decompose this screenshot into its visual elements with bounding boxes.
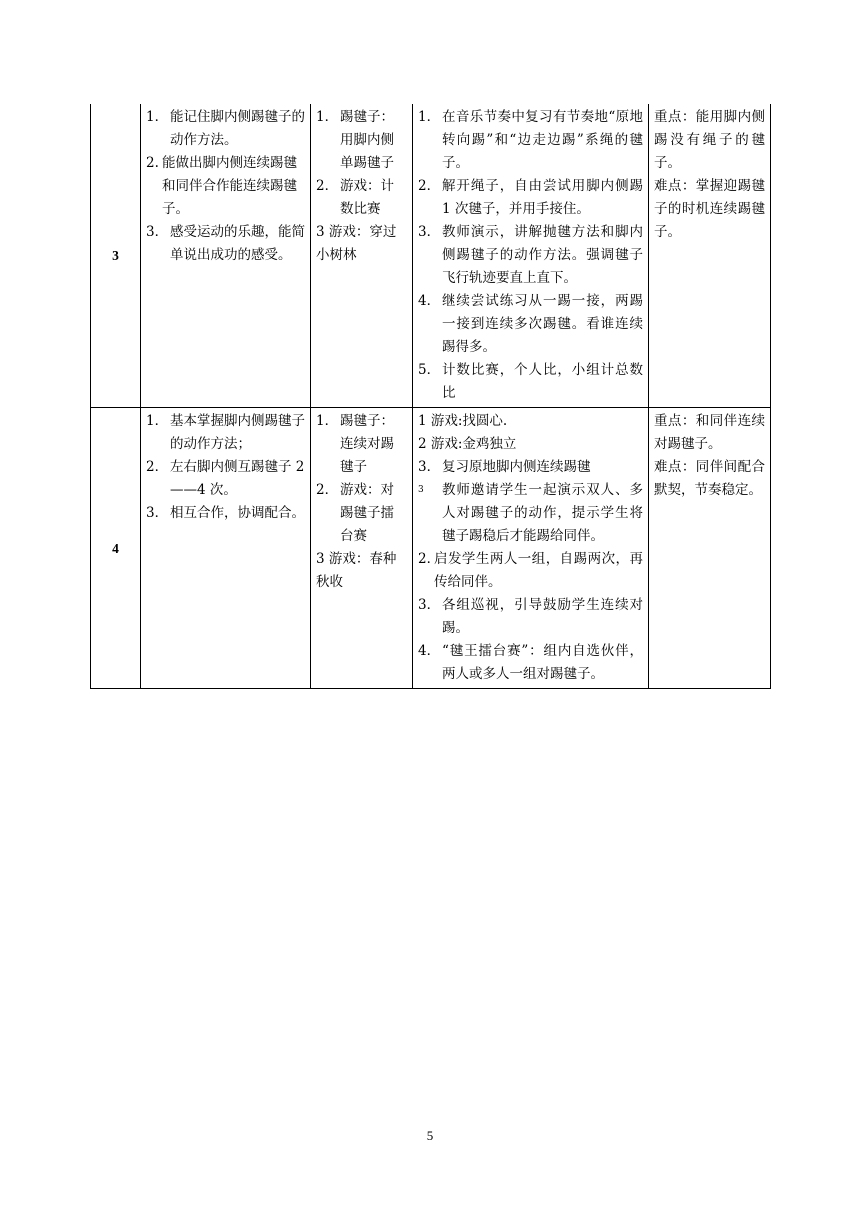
list-item: 4． “毽王擂台赛”：组内自选伙伴，两人或多人一组对踢毽子。 <box>418 643 643 682</box>
list-item: 2． 启发学生两人一组，自踢两次，再传给同伴。 <box>418 551 643 590</box>
key-point: 重点：和同伴连续对踢毽子。 <box>654 413 765 452</box>
table-row <box>91 104 771 408</box>
content-cell <box>311 104 413 408</box>
goals-cell <box>141 104 311 408</box>
list-item: 3． 各组巡视，引导鼓励学生连续对踢。 <box>418 597 643 636</box>
list-item: 3 游戏：穿过小树林 <box>316 224 397 263</box>
list-item: 2． 游戏：计数比赛 <box>316 178 394 217</box>
list-item: 3 游戏：春种秋收 <box>316 551 397 590</box>
key-point: 重点：能用脚内侧踢没有绳子的毽子。 <box>654 109 765 171</box>
list-item: 1． 在音乐节奏中复习有节奏地“原地转向踢”和“边走边踢”系绳的毽子。 <box>418 109 643 171</box>
list-item: 1． 踢毽子：连续对踢毽子 <box>316 413 394 475</box>
difficult-point: 难点：掌握迎踢毽子的时机连续踢毽子。 <box>654 178 765 240</box>
lesson-number: 3 <box>91 104 141 408</box>
list-item: 2． 解开绳子，自由尝试用脚内侧踢 1 次毽子，并用手接住。 <box>418 178 643 217</box>
process-cell <box>413 408 649 689</box>
key-points-cell <box>649 104 771 408</box>
lesson-number: 4 <box>91 408 141 689</box>
list-item: 3． 感受运动的乐趣，能简单说出成功的感受。 <box>146 224 305 263</box>
content-cell <box>311 408 413 689</box>
list-item: 3． 复习原地脚内侧连续踢毽 <box>418 459 591 475</box>
process-cell <box>413 104 649 408</box>
page-number: 5 <box>426 1128 434 1143</box>
list-item: 1． 能记住脚内侧踢毽子的动作方法。 <box>146 109 305 148</box>
table-row <box>91 408 771 689</box>
list-item: 4． 继续尝试练习从一踢一接，两踢一接到连续多次踢毽。看谁连续踢得多。 <box>418 293 643 355</box>
list-item: 2. 能做出脚内侧连续踢毽 和同伴合作能连续踢毽子。 <box>146 155 297 217</box>
list-item: 2 游戏:金鸡独立 <box>418 436 517 452</box>
goals-cell <box>141 408 311 689</box>
difficult-point: 难点：同伴间配合默契，节奏稳定。 <box>654 459 765 498</box>
list-item: 1 游戏:找圆心. <box>418 413 508 429</box>
list-item: 1． 基本掌握脚内侧踢毽子的动作方法； <box>146 413 305 452</box>
list-item: 3． 相互合作，协调配合。 <box>146 505 305 521</box>
list-item: 5． 计数比赛，个人比，小组计总数比 <box>418 362 643 401</box>
list-item: 3． 教师演示，讲解抛毽方法和脚内侧踢毽子的动作方法。强调毽子飞行轨迹要直上直下。 <box>418 224 643 286</box>
lesson-plan-table <box>90 104 771 689</box>
list-item: 3 教师邀请学生一起演示双人、多人对踢毽子的动作，提示学生将毽子踢稳后才能踢给同伴。 <box>418 482 643 544</box>
list-item: 2． 游戏：对踢毽子擂台赛 <box>316 482 394 544</box>
list-item: 1． 踢毽子：用脚内侧单踢毽子 <box>316 109 394 171</box>
key-points-cell <box>649 408 771 689</box>
list-item: 2． 左右脚内侧互踢毽子 2——4 次。 <box>146 459 305 498</box>
